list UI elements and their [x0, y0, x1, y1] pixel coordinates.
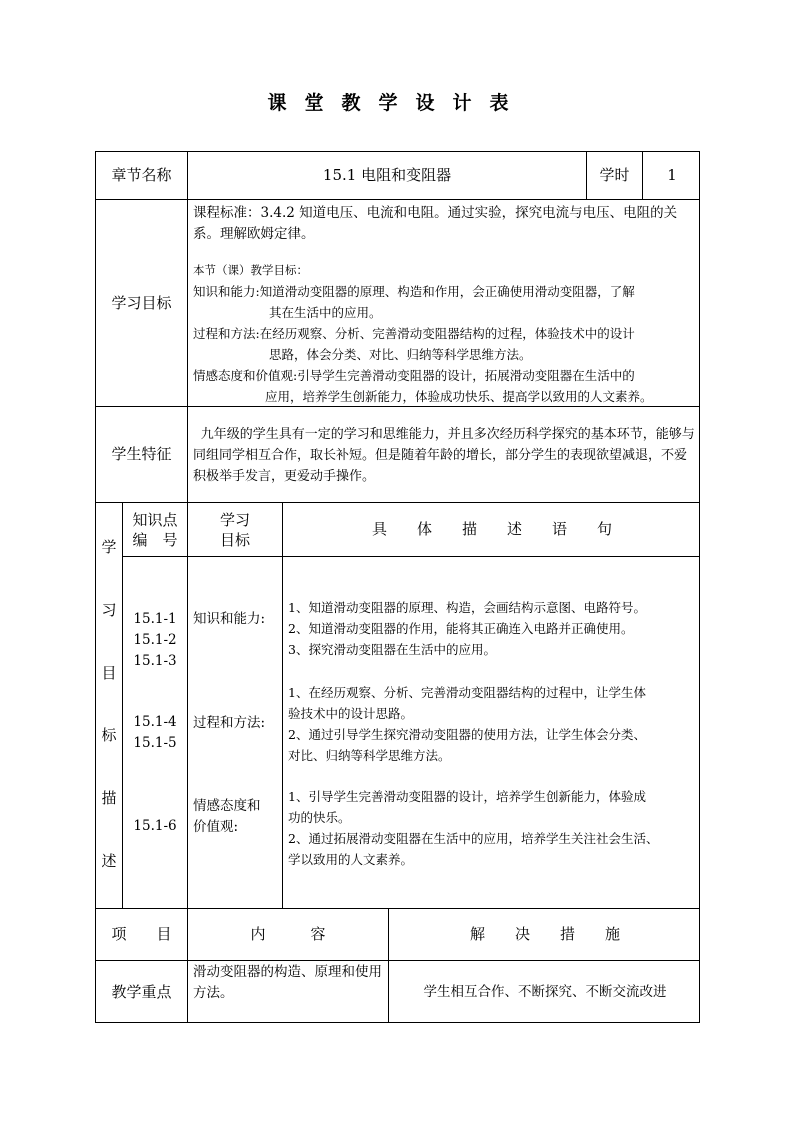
objectives-label: 学习目标: [111, 293, 172, 312]
desc-line: 验技术中的设计思路。: [288, 706, 414, 721]
desc-knowledge: [288, 597, 698, 660]
key-point-measure: 学生相互合作、不断探究、不断交流改进: [423, 984, 667, 1000]
kp-codes-2: [123, 712, 187, 754]
knowledge-text: 知道滑动变阻器的原理、构造和作用，会正确使用滑动变阻器，了解: [259, 284, 635, 299]
kp-code: 15.1-3: [133, 653, 177, 669]
item-header: 项 目: [111, 925, 172, 943]
content-header: 内 容: [250, 925, 326, 943]
kp-code: 15.1-6: [133, 818, 177, 834]
desc-process: [288, 682, 698, 766]
desc-line: 3、探究滑动变阻器在生活中的应用。: [288, 642, 496, 657]
goal-header-line2: 目标: [219, 530, 250, 549]
kp-header-line1: 知识点: [132, 510, 178, 529]
knowledge-goal-cont: 其在生活中的应用。: [269, 305, 382, 320]
student-content: [193, 424, 698, 500]
objectives-content: [193, 203, 698, 403]
side-char: 标: [101, 726, 117, 745]
chapter-value: 15.1 电阻和变阻器: [322, 166, 452, 184]
kp-code: 15.1-1: [133, 611, 177, 627]
goal-header: [188, 503, 282, 556]
student-text: 九年级的学生具有一定的学习和思维能力，并且多次经历科学探究的基本环节，能够与同组同学相互合作，取长补短。但是随着年龄的增长，部分学生的表现欲望减退，不爱积极举手发言，更爱动手操作。: [193, 427, 695, 484]
goal-emotion-line2: 价值观:: [193, 819, 239, 835]
desc-header: 具 体 描 述 语 句: [371, 520, 612, 538]
kp-header: [123, 503, 187, 556]
desc-line: 2、知道滑动变阻器的作用，能将其正确连入电路并正确使用。: [288, 621, 634, 636]
col-divider: [187, 502, 188, 908]
key-point-content: 滑动变阻器的构造、原理和使用方法。: [193, 964, 382, 1001]
page-title: 课堂教学设计表: [267, 92, 527, 114]
detail-side-label: [96, 537, 122, 872]
desc-line: 1、引导学生完善滑动变阻器的设计，培养学生创新能力，体验成: [288, 789, 646, 804]
col-divider: [282, 502, 283, 908]
kp-code: 15.1-2: [133, 632, 177, 648]
goal-emotion-line1: 情感态度和: [193, 798, 261, 814]
side-char: 习: [101, 600, 117, 619]
hours-value: 1: [667, 166, 677, 184]
desc-line: 学以致用的人文素养。: [288, 852, 414, 867]
key-point-label: 教学重点: [111, 983, 172, 1001]
measure-header: 解 决 措 施: [469, 925, 620, 943]
col-divider: [122, 502, 123, 908]
knowledge-goal: [193, 281, 698, 302]
goal-knowledge: 知识和能力:: [193, 611, 266, 627]
desc-line: 1、知道滑动变阻器的原理、构造，会画结构示意图、电路符号。: [288, 600, 646, 615]
kp-header-line2: 编 号: [132, 530, 178, 549]
process-goal-cont: 思路，体会分类、对比、归纳等科学思维方法。: [269, 347, 532, 362]
process-label: 过程和方法:: [193, 326, 260, 341]
emotion-text: 引导学生完善滑动变阻器的设计，拓展滑动变阻器在生活中的: [297, 368, 635, 383]
col-divider: [187, 152, 188, 502]
emotion-label: 情感态度和价值观:: [193, 368, 298, 383]
emotion-goal: [193, 365, 698, 386]
goal-header-line1: 学习: [219, 510, 250, 529]
kp-code: 15.1-5: [133, 735, 177, 751]
goal-emotion: [193, 796, 281, 838]
course-standard: 课程标准：3.4.2 知道电压、电流和电阻。通过实验，探究电流与电压、电阻的关系。理解欧姆定律。: [193, 205, 678, 242]
side-char: 学: [101, 538, 117, 556]
kp-codes-3: [123, 816, 187, 837]
lesson-design-table: [95, 151, 700, 1023]
student-label: 学生特征: [111, 445, 172, 463]
desc-line: 对比、归纳等科学思维方法。: [288, 748, 451, 763]
desc-emotion: [288, 786, 698, 870]
row-divider: [122, 556, 700, 557]
desc-line: 2、通过拓展滑动变阻器在生活中的应用，培养学生关注社会生活、: [288, 831, 659, 846]
desc-line: 2、通过引导学生探究滑动变阻器的使用方法，让学生体会分类、: [288, 727, 646, 742]
side-char: 描: [101, 789, 117, 808]
side-char: 目: [101, 663, 117, 682]
process-goal: [193, 323, 698, 344]
desc-line: 1、在经历观察、分析、完善滑动变阻器结构的过程中，让学生体: [288, 685, 646, 700]
process-text: 在经历观察、分析、完善滑动变阻器结构的过程，体验技术中的设计: [259, 326, 635, 341]
goal-process: 过程和方法:: [193, 715, 266, 731]
kp-codes-1: [123, 609, 187, 672]
knowledge-label: 知识和能力:: [193, 284, 260, 299]
chapter-label: 章节名称: [111, 166, 172, 184]
side-char: 述: [101, 851, 117, 870]
hours-label: 学时: [599, 166, 630, 184]
section-heading: 本节（课）教学目标：: [193, 263, 308, 277]
desc-line: 功的快乐。: [288, 810, 351, 825]
kp-code: 15.1-4: [133, 714, 177, 730]
emotion-goal-cont: 应用，培养学生创新能力，体验成功快乐、提高学以致用的人文素养。: [265, 389, 653, 404]
